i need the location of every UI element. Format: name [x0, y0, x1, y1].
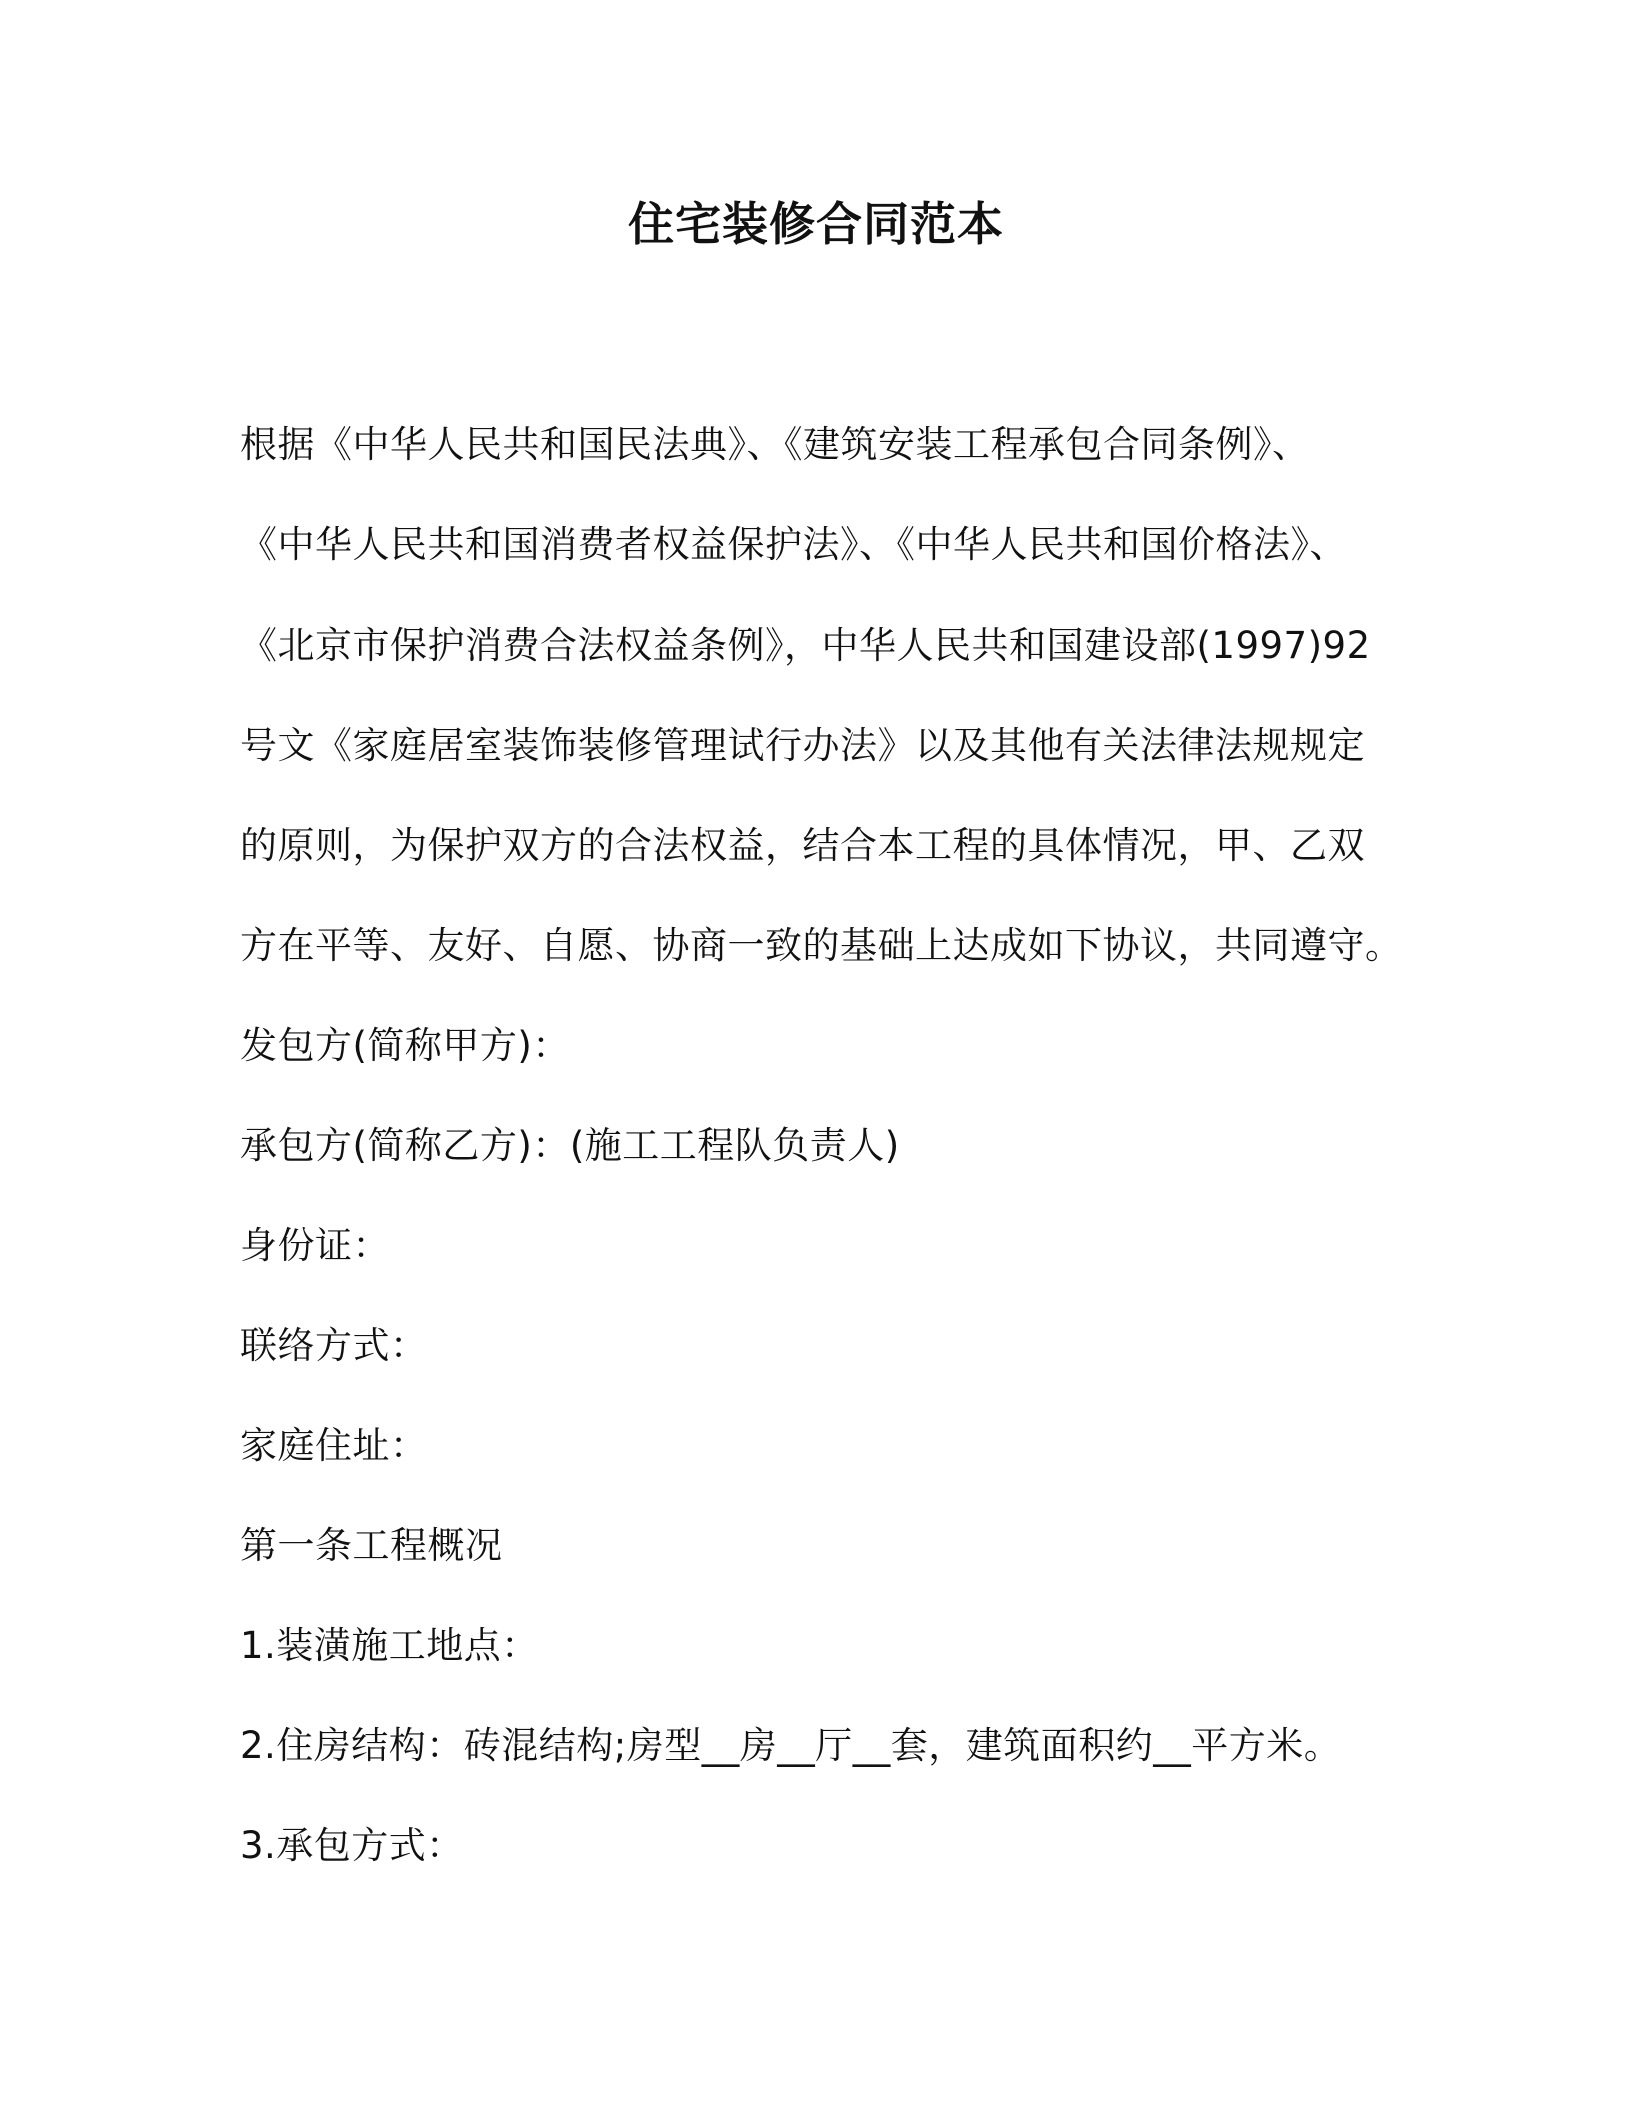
article-1-heading: 第一条工程概况	[240, 1524, 503, 1567]
party-b-label: 承包方(简称乙方)：(施工工程队负责人)	[240, 1124, 900, 1167]
preamble-line-4: 号文《家庭居室装饰装修管理试行办法》以及其他有关法律法规规定	[240, 724, 1365, 767]
item-2-housing-structure: 2.住房结构：砖混结构;房型__房__厅__套，建筑面积约__平方米。	[240, 1724, 1342, 1767]
contact-label: 联络方式：	[240, 1324, 428, 1367]
preamble-line-6: 方在平等、友好、自愿、协商一致的基础上达成如下协议，共同遵守。	[240, 924, 1403, 967]
preamble-line-1: 根据《中华人民共和国民法典》、《建筑安装工程承包合同条例》、	[240, 423, 1310, 466]
preamble-line-2: 《中华人民共和国消费者权益保护法》、《中华人民共和国价格法》、	[240, 523, 1347, 566]
address-label: 家庭住址：	[240, 1424, 428, 1467]
preamble-line-3: 《北京市保护消费合法权益条例》，中华人民共和国建设部(1997)92	[240, 624, 1371, 667]
item-1-construction-site: 1.装潢施工地点：	[240, 1624, 539, 1667]
document-title: 住宅装修合同范本	[628, 197, 1004, 251]
id-card-label: 身份证：	[240, 1224, 390, 1267]
preamble-line-5: 的原则，为保护双方的合法权益，结合本工程的具体情况，甲、乙双	[240, 824, 1365, 867]
item-3-contract-method: 3.承包方式：	[240, 1824, 464, 1867]
party-a-label: 发包方(简称甲方)：	[240, 1024, 570, 1067]
